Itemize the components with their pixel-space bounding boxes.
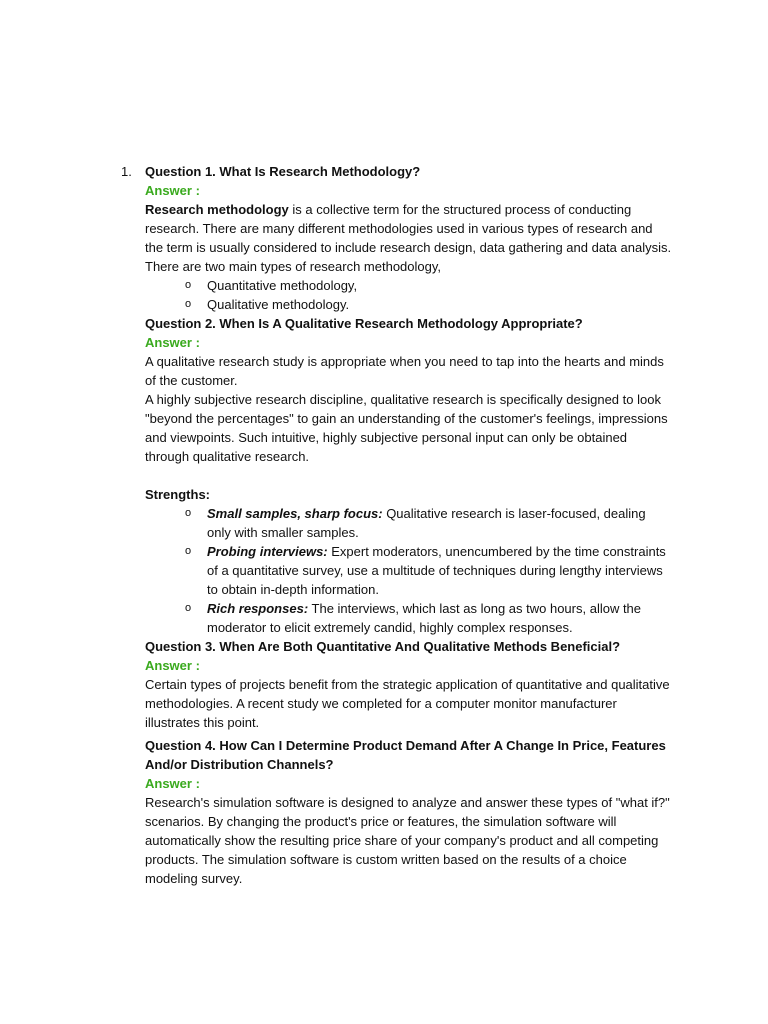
question-2-para-2: A highly subjective research discipline, qualitative research is specifically designed to look "beyond the percentages" to gain an understanding of the customer's feelings, impressions and viewpoints. Such intuitive, highly subjective personal input can only be obtained through qualitative research. [145,392,668,464]
question-4-answer-label: Answer : [145,776,200,791]
list-item [145,542,673,599]
list-number: 1. [121,164,132,179]
bullet-icon: o [185,545,192,557]
question-2-title: Question 2. When Is A Qualitative Research Methodology Appropriate? [145,316,583,331]
question-1-answer-label: Answer : [145,183,200,198]
bullet-icon: o [185,279,192,291]
list-item-text: Qualitative methodology. [207,297,350,312]
list-item [145,599,673,637]
question-1-intro-text: is a collective term for the structured process of conducting research. There are many different methodologies used in various types of research and the term is usually considered to include research design, data gathering and data analysis. [145,202,672,255]
document-content [145,162,673,888]
strength-term: Rich responses: [207,601,309,616]
question-1-title: Question 1. What Is Research Methodology? [145,164,421,179]
question-4-title: Question 4. How Can I Determine Product Demand After A Change In Price, Features And/or Distribution Channels? [145,738,666,772]
methodology-types-list [145,276,673,314]
bullet-icon: o [185,298,192,310]
strengths-label: Strengths: [145,487,210,502]
strength-term: Small samples, sharp focus: [207,506,383,521]
bullet-icon: o [185,507,192,519]
question-1-intro [145,200,673,257]
list-item [145,504,673,542]
question-3-answer-label: Answer : [145,658,200,673]
question-4-para: Research's simulation software is designed to analyze and answer these types of "what if?" scenarios. By changing the product's price or features, the simulation software will automatically show the resulting price share of your company's product and all competing products. The simulation software is custom written based on the results of a choice modeling survey. [145,795,670,886]
research-methodology-term: Research methodology [145,202,289,217]
list-item [145,295,673,314]
strength-text: Qualitative research is laser-focused, dealing only with smaller samples. [207,506,646,540]
blank-line [145,466,673,485]
bullet-icon: o [185,602,192,614]
question-1-types-line: There are two main types of research methodology, [145,259,442,274]
question-2-answer-label: Answer : [145,335,200,350]
strength-text: The interviews, which last as long as two hours, allow the moderator to elicit extremely candid, highly complex responses. [207,601,642,635]
list-item-text: Quantitative methodology, [207,278,358,293]
question-3-para: Certain types of projects benefit from the strategic application of quantitative and qualitative methodologies. A recent study we completed for a computer monitor manufacturer illustrates this point. [145,677,670,730]
strength-term: Probing interviews: [207,544,328,559]
question-3-title: Question 3. When Are Both Quantitative And Qualitative Methods Beneficial? [145,639,621,654]
question-2-para-1: A qualitative research study is appropriate when you need to tap into the hearts and minds of the customer. [145,354,664,388]
strength-text: Expert moderators, unencumbered by the time constraints of a quantitative survey, use a multitude of techniques during lengthy interviews to obtain in-depth information. [207,544,666,597]
list-item [145,276,673,295]
strengths-list [145,504,673,637]
